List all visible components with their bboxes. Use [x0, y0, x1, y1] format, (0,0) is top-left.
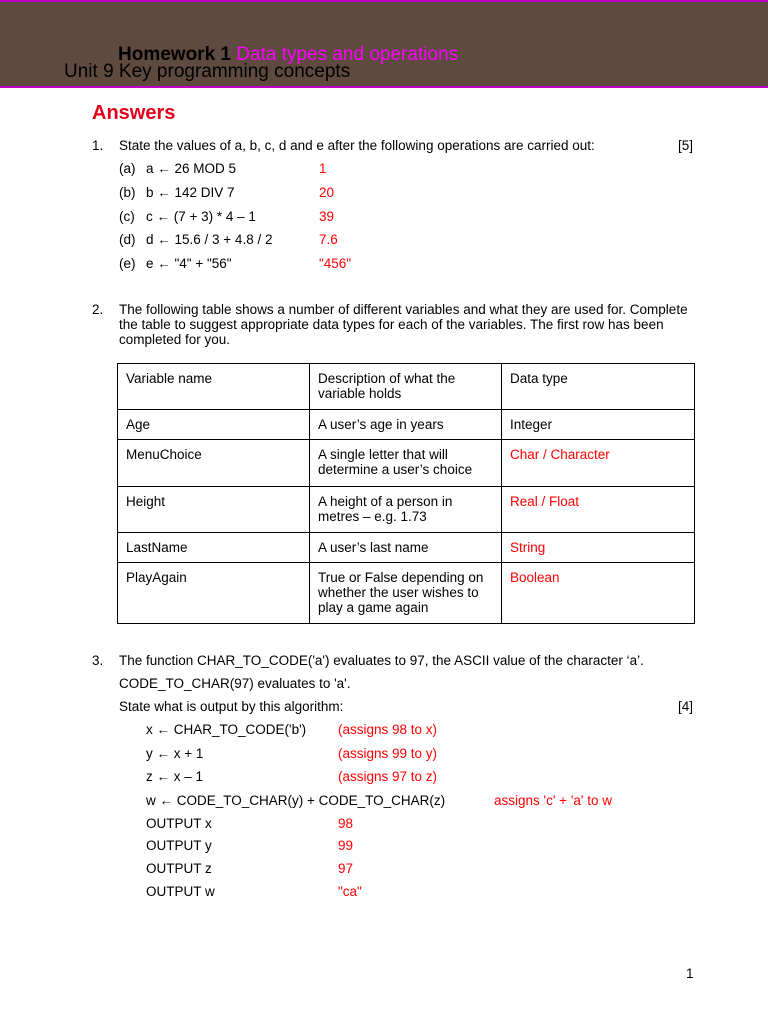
q1-item-answer: "456": [319, 256, 352, 271]
table-row: [118, 440, 695, 487]
q1-item-answer: 7.6: [319, 232, 338, 247]
table-cell-desc: A height of a person in metres – e.g. 1.73: [310, 487, 502, 533]
page-number: 1: [686, 966, 694, 981]
q1-item-label: (d): [119, 232, 136, 247]
q1-item-label: (b): [119, 185, 136, 200]
code-note: "ca": [338, 884, 362, 899]
answers-heading: Answers: [92, 102, 176, 124]
code-note: (assigns 98 to x): [338, 722, 438, 737]
q3-line1: The function CHAR_TO_CODE('a') evaluates to 97, the ASCII value of the character ‘a’.: [119, 653, 644, 668]
table-header-cell: Data type: [502, 364, 695, 410]
table-cell-desc: A user’s last name: [310, 533, 502, 563]
q1-item-label: (a): [119, 161, 136, 176]
code-note: 99: [338, 838, 354, 853]
code-line: OUTPUT z: [146, 861, 212, 876]
table-row: [118, 487, 695, 533]
table-row: [118, 533, 695, 563]
table-header-cell: Variable name: [118, 364, 310, 410]
table-cell-type: String: [502, 533, 695, 563]
q3-line3: State what is output by this algorithm:: [119, 699, 344, 714]
q1-number: 1.: [92, 138, 104, 153]
table-header-cell: Description of what the variable holds: [310, 364, 502, 410]
q2-number: 2.: [92, 302, 104, 317]
code-note: 98: [338, 816, 354, 831]
q1-marks: [5]: [678, 138, 694, 153]
q3-line2: CODE_TO_CHAR(97) evaluates to 'a'.: [119, 676, 351, 691]
table-row: [118, 563, 695, 624]
code-note: (assigns 99 to y): [338, 746, 438, 761]
code-line: z ← x – 1: [146, 769, 204, 784]
table-row: [118, 410, 695, 440]
table-cell-name: Age: [118, 410, 310, 440]
q1-item-expr: c ← (7 + 3) * 4 – 1: [146, 209, 256, 224]
table-cell-type: Char / Character: [502, 440, 695, 487]
data-types-table: [117, 363, 695, 624]
q3-number: 3.: [92, 653, 104, 668]
table-cell-type: Boolean: [502, 563, 695, 624]
q1-item-answer: 20: [319, 185, 335, 200]
code-line: OUTPUT y: [146, 838, 212, 853]
q1-item-expr: d ← 15.6 / 3 + 4.8 / 2: [146, 232, 273, 247]
q1-item-answer: 39: [319, 209, 335, 224]
q3-marks: [4]: [678, 699, 694, 714]
q1-item-answer: 1: [319, 161, 327, 176]
homework-topic: Data types and operations: [236, 44, 459, 65]
q1-item-expr: a ← 26 MOD 5: [146, 161, 237, 176]
table-cell-name: MenuChoice: [118, 440, 310, 487]
q1-item-expr: e ← "4" + "56": [146, 256, 232, 271]
code-line: x ← CHAR_TO_CODE('b'): [146, 722, 307, 737]
table-cell-type: Integer: [502, 410, 695, 440]
code-line: w ← CODE_TO_CHAR(y) + CODE_TO_CHAR(z): [146, 793, 446, 808]
table-cell-desc: A single letter that will determine a user’s choice: [310, 440, 502, 487]
code-note: (assigns 97 to z): [338, 769, 438, 784]
q1-text: State the values of a, b, c, d and e after the following operations are carried out:: [119, 138, 595, 153]
table-cell-desc: A user’s age in years: [310, 410, 502, 440]
table-cell-name: Height: [118, 487, 310, 533]
code-line: OUTPUT x: [146, 816, 212, 831]
table-cell-name: PlayAgain: [118, 563, 310, 624]
table-cell-desc: True or False depending on whether the user wishes to play a game again: [310, 563, 502, 624]
code-note: assigns 'c' + 'a' to w: [494, 793, 612, 808]
code-note: 97: [338, 861, 354, 876]
table-header-row: [118, 364, 695, 410]
q1-item-expr: b ← 142 DIV 7: [146, 185, 235, 200]
table-cell-name: LastName: [118, 533, 310, 563]
code-line: OUTPUT w: [146, 884, 215, 899]
unit-title: Unit 9 Key programming concepts: [64, 61, 351, 82]
q1-item-label: (c): [119, 209, 135, 224]
table-cell-type: Real / Float: [502, 487, 695, 533]
code-line: y ← x + 1: [146, 746, 204, 761]
q2-text: The following table shows a number of different variables and what they are used for. Complete the table to suggest appropriate data types for each of the variables. The first row has been completed for you.: [119, 302, 688, 347]
q1-item-label: (e): [119, 256, 136, 271]
homework-title: Homework 1 Data types and operations: [118, 44, 459, 65]
